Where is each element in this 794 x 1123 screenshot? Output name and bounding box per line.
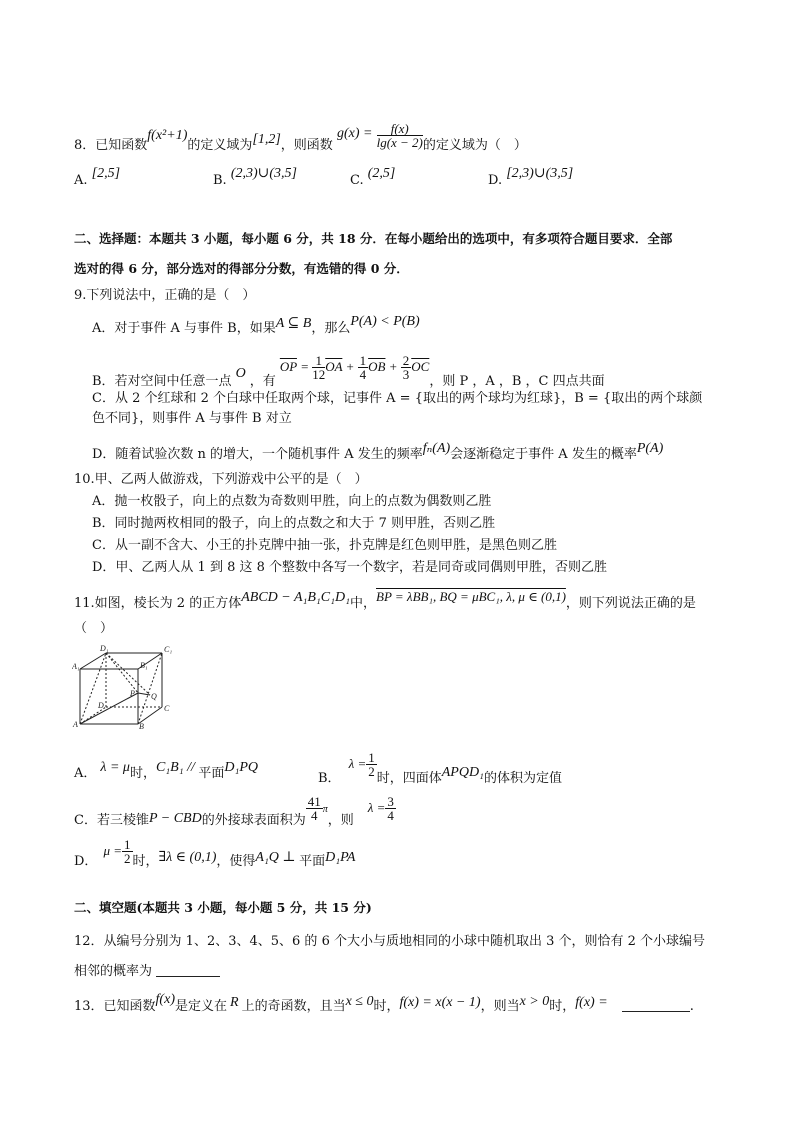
- fig-label-c: C: [164, 704, 170, 713]
- fig-label-b1: B₁: [140, 661, 148, 670]
- q9-option-c[interactable]: C．从 2 个红球和 2 个白球中任取两个球，记事件 A = {取出的两个球均为红球}，B = {取出的两个球颜: [92, 391, 703, 406]
- fig-label-q: Q: [151, 692, 157, 701]
- q8-g-lhs: g(x) =: [336, 126, 373, 141]
- q9-option-b[interactable]: B．若对空间中任意一点O，有 $\overline{OP}$ = $\frac{1}{12}$ $\overline{OA}$ + $\frac{1}{4}$ $\overline{OB}$ + $\frac{2}{3}$ $\overline{OC}$，则 P ，A ，B ，C 四点共面: [92, 353, 605, 389]
- q8-domain: [1,2]: [252, 132, 281, 147]
- q8-option-a[interactable]: A. [2,5]: [74, 166, 121, 188]
- q11-option-b[interactable]: B．λ = $\frac{1}{2}$ 时，四面体APQD₁的体积为定值: [318, 750, 562, 786]
- q11-option-a[interactable]: A． λ = μ时，C₁B₁ // 平面D₁PQ: [74, 760, 259, 781]
- q10-option-d[interactable]: D．甲、乙两人从 1 到 8 这 8 个整数中各写一个数字，若是同奇或同偶则甲胜，否则乙胜: [92, 560, 608, 575]
- q8-g-numerator: f(x): [377, 122, 423, 136]
- section2-heading-cont: 选对的得 6 分，部分选对的得部分分数，有选错的得 0 分．: [74, 261, 409, 276]
- q11-paren: （ ）: [74, 621, 114, 636]
- q12-answer-blank[interactable]: [156, 962, 220, 977]
- fig-label-p: P: [130, 689, 135, 698]
- q8-text: ，则函数: [280, 138, 333, 153]
- q13-answer-blank[interactable]: [622, 997, 690, 1012]
- section3-heading: 二、填空题(本题共 3 小题，每小题 5 分，共 15 分): [74, 900, 372, 915]
- q9-stem: 9.下列说法中，正确的是（ ）: [74, 288, 256, 303]
- q8-f-expression: f(x²+1): [147, 128, 188, 143]
- fig-label-b: B: [139, 722, 144, 730]
- q8-text: 的定义域为: [187, 138, 253, 153]
- fig-label-c1: C₁: [164, 645, 173, 654]
- fig-label-d1: D₁: [100, 645, 109, 653]
- q8-option-d[interactable]: D. [2,3)∪(3,5]: [488, 166, 574, 188]
- q9-b-vector-equation: $\overline{OP}$ = $\frac{1}{12}$ $\overline{OA}$ + $\frac{1}{4}$ $\overline{OB}$ + $\frac{2}{3}$ $\overline{OC}$: [279, 353, 430, 382]
- q11-stem: 11.如图，棱长为 2 的正方体ABCD − A₁B₁C₁D₁中，BP = λBB₁, BQ = μBC₁, λ, μ ∈ (0,1)，则下列说法正确的是: [74, 589, 696, 611]
- q8-g-fraction: [377, 122, 423, 149]
- fig-label-a: A: [73, 720, 78, 729]
- q8-option-c[interactable]: C. (2,5]: [350, 166, 396, 188]
- q8-text: 8．已知函数: [74, 138, 148, 153]
- section2-heading: 二、选择题：本题共 3 小题，每小题 6 分，共 18 分．在每小题给出的选项中，有多项符合题目要求．全部: [74, 231, 673, 246]
- q12-stem: 12．从编号分别为 1、2、3、4、5、6 的 6 个大小与质地相同的小球中随机取出 3 个，则恰有 2 个小球编号: [74, 934, 706, 949]
- q8-g-denominator: lg(x − 2): [376, 135, 423, 150]
- q10-option-b[interactable]: B．同时抛两枚相同的骰子，向上的点数之和大于 7 则甲胜，否则乙胜: [92, 516, 496, 531]
- fig-label-d: D: [98, 701, 104, 710]
- q10-option-a[interactable]: A．抛一枚骰子，向上的点数为奇数则甲胜，向上的点数为偶数则乙胜: [92, 494, 492, 509]
- q9-option-c-cont: 色不同}，则事件 A 与事件 B 对立: [92, 411, 292, 426]
- q8-stem: [74, 121, 527, 159]
- q8-option-b[interactable]: B. (2,3)∪(3,5]: [213, 166, 297, 188]
- q11-option-d[interactable]: D．μ = $\frac{1}{2}$ 时，∃λ ∈ (0,1)，使得A₁Q ⊥ 平面D₁PA: [74, 837, 356, 869]
- fig-label-a1: A₁: [72, 662, 80, 671]
- q11-cube-figure: [72, 645, 182, 730]
- q10-stem: 10.甲、乙两人做游戏，下列游戏中公平的是（ ）: [74, 472, 368, 487]
- q13-stem: 13．已知函数f(x)是定义在 R 上的奇函数，且当x ≤ 0时，f(x) = x(x − 1)，则当x > 0时，f(x) = .: [74, 992, 694, 1014]
- q10-option-c[interactable]: C．从一副不含大、小王的扑克牌中抽一张，扑克牌是红色则甲胜，是黑色则乙胜: [92, 538, 557, 553]
- q9-option-d[interactable]: D．随着试验次数 n 的增大，一个随机事件 A 发生的频率fₙ(A)会逐渐稳定于事件 A 发生的概率P(A): [92, 441, 664, 462]
- q9-option-a[interactable]: A．对于事件 A 与事件 B，如果A ⊆ B，那么P(A) < P(B): [92, 314, 420, 336]
- q12-stem-cont: 相邻的概率为: [74, 962, 220, 981]
- q8-text: 的定义域为（ ）: [422, 138, 527, 153]
- q11-option-c[interactable]: C．若三棱锥P − CBD的外接球表面积为 $\frac{41}{4}$ π，则λ = $\frac{3}{4}$: [74, 794, 394, 828]
